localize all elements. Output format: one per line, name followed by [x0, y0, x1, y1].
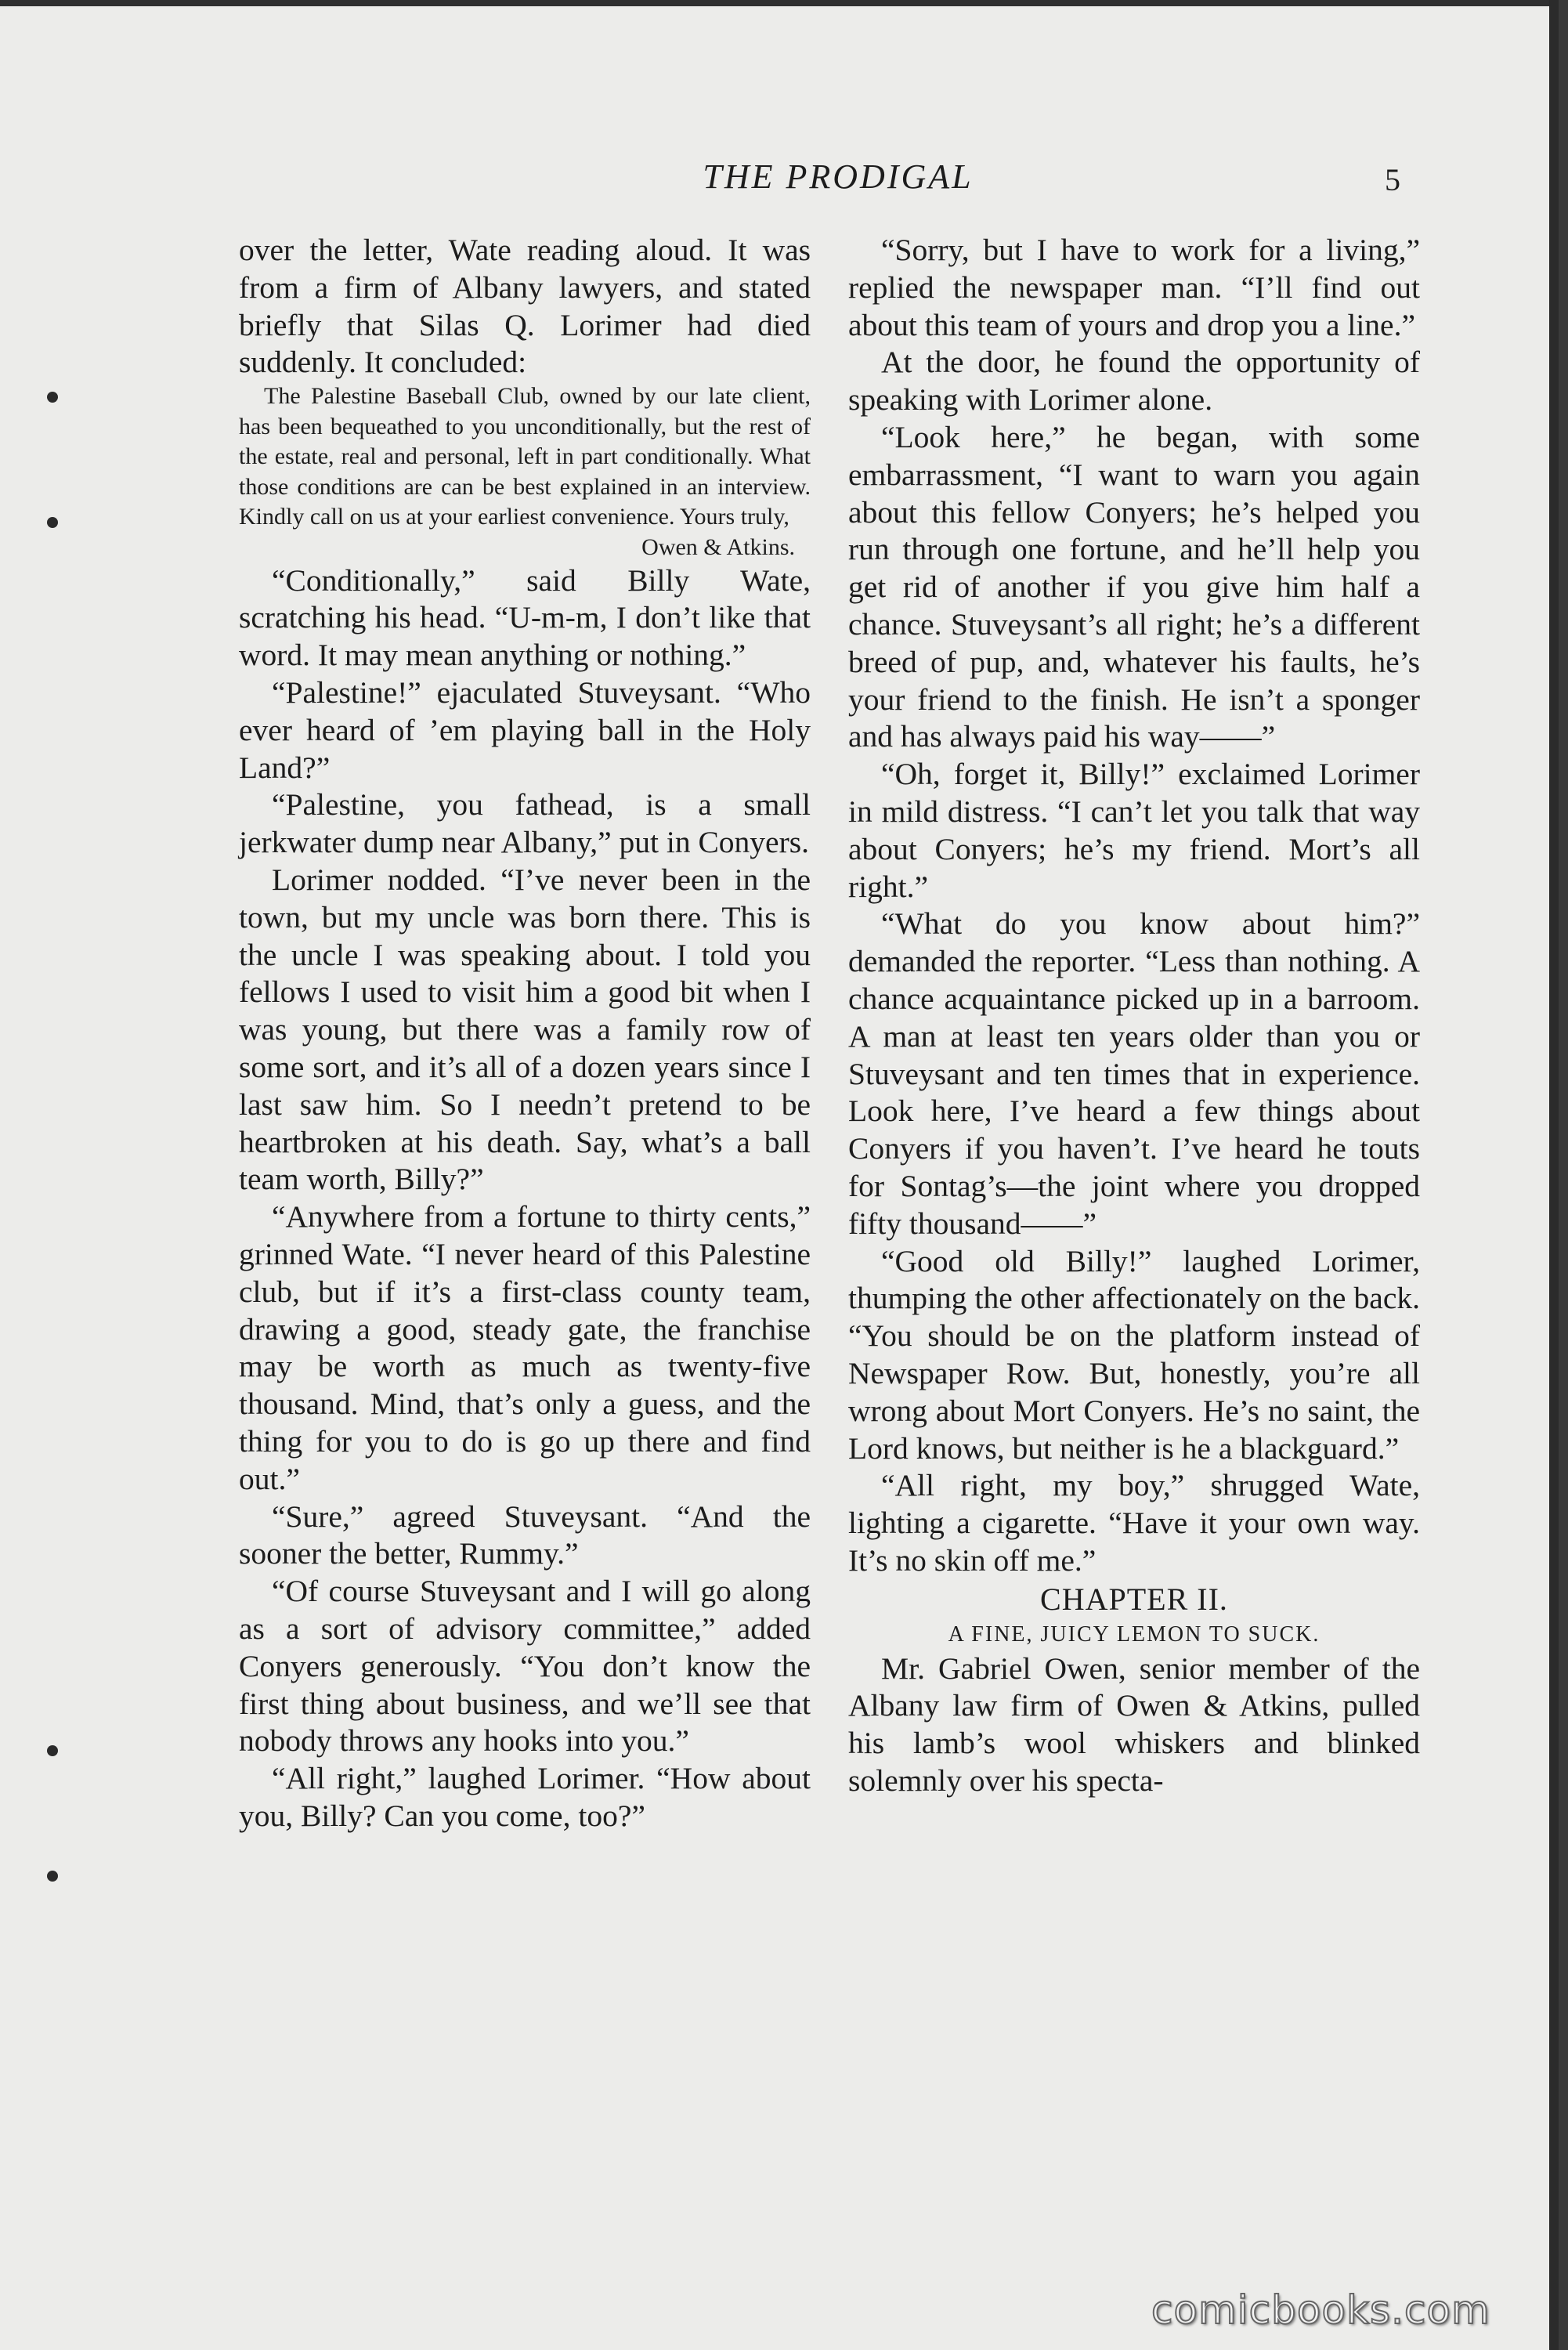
page-number: 5 — [1385, 162, 1400, 197]
paragraph: “Anywhere from a fortune to thirty cents,” grinned Wate. “I never heard of this Palestine club, but if it’s a first-class county team, drawing a good, steady gate, the franchise may be worth as much as twenty-five thousand. Mind, that’s only a guess, and the thing for you to do is go up there and find out.” — [239, 1199, 811, 1496]
letter-signature: Owen & Atkins. — [641, 533, 795, 560]
paragraph: “Look here,” he began, with some embarrassment, “I want to warn you again about this fellow Conyers; he’s helped you run through one fortune, and he’ll help you get rid of another if you give him half a chance. Stuveysant’s all right; he’s a different breed of pup, and, whatever his faults, he’s your friend to the finish. He isn’t a sponger and has always paid his way——” — [848, 419, 1420, 754]
paragraph: over the letter, Wate reading aloud. It was from a firm of Albany lawyers, and stated briefly that Silas Q. Lorimer had died suddenly. It concluded: — [239, 233, 811, 380]
paragraph: “All right,” laughed Lorimer. “How about you, Billy? Can you come, too?” — [239, 1761, 811, 1833]
paragraph: “Palestine!” ejaculated Stuveysant. “Who ever heard of ’em playing ball in the Holy Land?” — [239, 675, 811, 785]
paragraph: Mr. Gabriel Owen, senior member of the Albany law firm of Owen & Atkins, pulled his lamb’s wool whiskers and blinked solemnly over his specta- — [848, 1650, 1420, 1799]
page-top-edge — [0, 0, 1559, 6]
paragraph: “Palestine, you fathead, is a small jerkwater dump near Albany,” put in Conyers. — [239, 787, 811, 860]
paragraph: “Good old Billy!” laughed Lorimer, thumping the other affectionately on the back. “You should be on the platform instead of Newspaper Row. But, honestly, you’re all wrong about Mort Conyers. He’s no saint, the Lord knows, but neither is he a blackguard.” — [848, 1243, 1420, 1466]
quoted-letter: The Palestine Baseball Club, owned by our late client, has been bequeathed to you unconditionally, but the rest of the estate, real and personal, left in part conditionally. What those conditions are can be best explained in an interview. Kindly call on us at your earliest convenience. Yours truly, — [239, 383, 811, 530]
paragraph: “Sorry, but I have to work for a living,” replied the newspaper man. “I’ll find out about this team of yours and drop you a line.” — [848, 233, 1420, 342]
binding-hole — [47, 392, 58, 403]
binding-hole — [47, 517, 58, 528]
paragraph: “Sure,” agreed Stuveysant. “And the sooner the better, Rummy.” — [239, 1499, 811, 1571]
paragraph: “Oh, forget it, Billy!” exclaimed Lorimer in mild distress. “I can’t let you talk that way about Conyers; he’s my friend. Mort’s all right.” — [848, 757, 1420, 904]
paragraph: “All right, my boy,” shrugged Wate, lighting a cigarette. “Have it your own way. It’s no skin off me.” — [848, 1468, 1420, 1578]
chapter-heading: CHAPTER II. — [1040, 1581, 1228, 1617]
chapter-subtitle: A FINE, JUICY LEMON TO SUCK. — [948, 1622, 1321, 1647]
paragraph: “Conditionally,” said Billy Wate, scratching his head. “U-m-m, I don’t like that word. It may mean anything or nothing.” — [239, 562, 811, 673]
paragraph: At the door, he found the opportunity of speaking with Lorimer alone. — [848, 345, 1420, 418]
paragraph: “Of course Stuveysant and I will go along as a sort of advisory committee,” added Conyers generously. “You don’t know the first thing about business, and we’ll see that nobody throws any hooks into you.” — [239, 1574, 811, 1759]
binding-hole — [47, 1745, 58, 1756]
running-header-title: THE PRODIGAL — [703, 157, 974, 196]
page-right-edge — [1549, 0, 1559, 2350]
binding-hole — [47, 1871, 58, 1882]
watermark-logo: comicbooks.com — [1151, 2287, 1490, 2333]
paragraph: “What do you know about him?” demanded the reporter. “Less than nothing. A chance acquaintance picked up in a barroom. A man at least ten years older than you or Stuveysant and ten times that in experience. Look here, I’ve heard a few things about Conyers if you haven’t. I’ve heard he touts for Sontag’s—the joint where you dropped fifty thousand——” — [848, 906, 1420, 1241]
paragraph: Lorimer nodded. “I’ve never been in the town, but my uncle was born there. This is the uncle I was speaking about. I told you fellows I used to visit him a good bit when I was young, but there was a family row of some sort, and it’s all of a dozen years since I last saw him. So I needn’t pretend to be heartbroken at his death. Say, what’s a ball team worth, Billy?” — [239, 862, 811, 1197]
left-text-column — [239, 232, 811, 1835]
right-text-column — [848, 232, 1420, 1800]
